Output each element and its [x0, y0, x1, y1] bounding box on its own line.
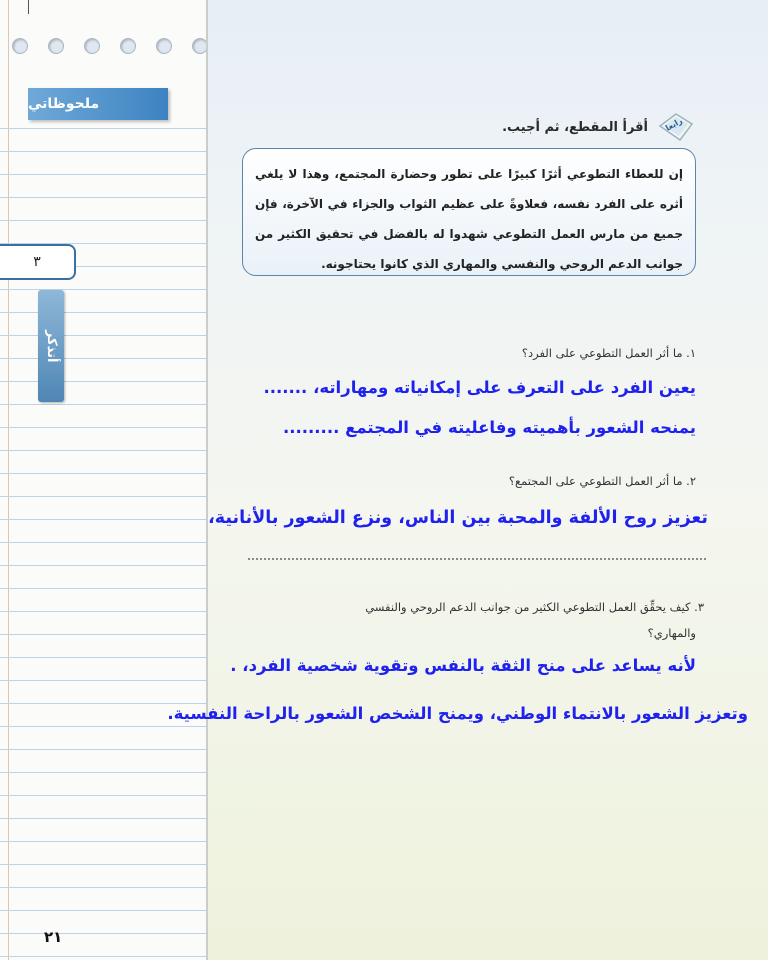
ruled-line [0, 450, 206, 451]
binder-hole [12, 38, 28, 54]
notes-label: ملحوظاتي [28, 96, 100, 112]
answer-1b: يمنحه الشعور بأهميته وفاعليته في المجتمع ......... [282, 418, 696, 437]
crop-mark [28, 0, 29, 14]
ruled-line [0, 749, 206, 750]
notes-tab [28, 88, 168, 120]
number-box-value: ٣ [33, 254, 41, 270]
answer-3b: وتعزيز الشعور بالانتماء الوطني، ويمنح الشخص الشعور بالراحة النفسية. [167, 704, 748, 723]
ruled-line [0, 519, 206, 520]
ruled-line [0, 956, 206, 957]
ruled-line [0, 818, 206, 819]
ruled-line [0, 841, 206, 842]
ruled-line [0, 220, 206, 221]
section-badge [656, 112, 696, 142]
remember-tab [38, 290, 64, 402]
binder-holes [12, 38, 208, 54]
section-title: أقرأ المقطع، ثم أجيب. [502, 119, 648, 135]
binder-hole [192, 38, 208, 54]
binder-hole [48, 38, 64, 54]
answer-1a: يعين الفرد على التعرف على إمكانياته ومهاراته، ....... [263, 378, 696, 397]
ruled-line [0, 289, 206, 290]
ruled-line [0, 496, 206, 497]
remember-label: أتذكر [44, 329, 59, 363]
ruled-line [0, 933, 206, 934]
page-number: ٢١ [44, 928, 63, 946]
ruled-line [0, 726, 206, 727]
ruled-line [0, 611, 206, 612]
number-box [0, 244, 76, 280]
ruled-line [0, 473, 206, 474]
ruled-line [0, 358, 206, 359]
binder-hole [156, 38, 172, 54]
notes-sidebar [0, 0, 208, 960]
binder-hole [84, 38, 100, 54]
badge-label: رابعا [663, 116, 684, 133]
binder-hole [120, 38, 136, 54]
ruled-line [0, 151, 206, 152]
reading-passage: إن للعطاء التطوعي أثرًا كبيرًا على تطور وحضارة المجتمع، وهذا لا يلغي أثره على الفرد نفسه، فعلاوةً على عظيم الثواب والجزاء في الآخرة، فإن جميع من مارس العمل التطوعي شهدوا له بالفضل في تحقيق الكثير من جوانب الدعم الروحي والنفسي والمهاري الذي كانوا يحتاجونه. [242, 148, 696, 276]
answer-3a: لأنه يساعد على منح الثقة بالنفس وتقوية شخصية الفرد، . [230, 656, 696, 675]
ruled-line [0, 864, 206, 865]
question-1: ١. ما أثر العمل التطوعي على الفرد؟ [521, 346, 696, 360]
ruled-line [0, 795, 206, 796]
ruled-line [0, 542, 206, 543]
ruled-line [0, 680, 206, 681]
ruled-line [0, 588, 206, 589]
margin-line [8, 0, 9, 960]
answer-dotted-line [248, 556, 706, 560]
ruled-line [0, 128, 206, 129]
question-2: ٢. ما أثر العمل التطوعي على المجتمع؟ [508, 474, 696, 488]
ruled-line [0, 381, 206, 382]
ruled-line [0, 174, 206, 175]
ruled-line [0, 910, 206, 911]
question-3-line2: والمهاري؟ [647, 626, 696, 640]
ruled-line [0, 657, 206, 658]
ruled-line [0, 427, 206, 428]
ruled-line [0, 772, 206, 773]
section-header [502, 112, 696, 142]
question-3-line1: ٣. كيف يحقِّق العمل التطوعي الكثير من جوانب الدعم الروحي والنفسي [365, 600, 704, 614]
ruled-line [0, 197, 206, 198]
ruled-line [0, 634, 206, 635]
ruled-line [0, 312, 206, 313]
ruled-line [0, 335, 206, 336]
ruled-line [0, 565, 206, 566]
ruled-line [0, 887, 206, 888]
answer-2: تعزيز روح الألفة والمحبة بين الناس، ونزع الشعور بالأنانية، [208, 508, 708, 528]
ruled-line [0, 404, 206, 405]
